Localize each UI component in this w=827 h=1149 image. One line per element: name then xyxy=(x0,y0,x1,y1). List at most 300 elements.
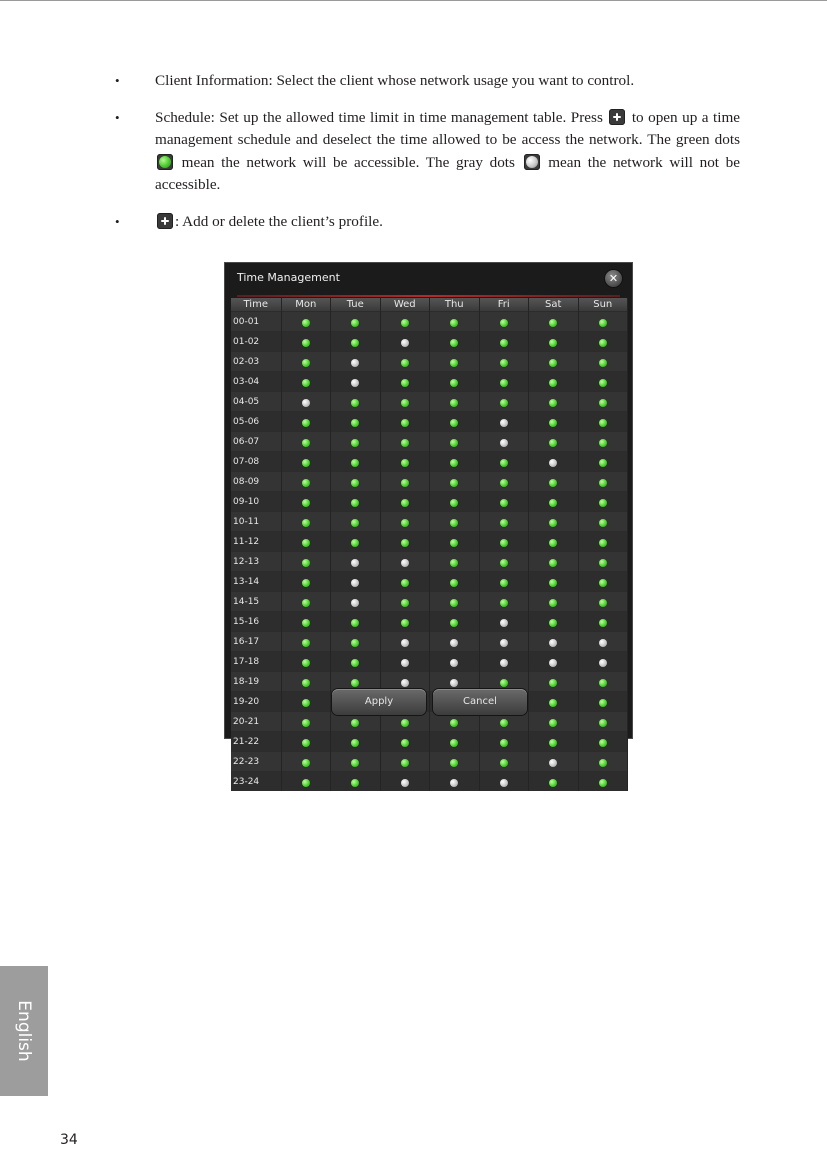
green-dot-icon[interactable] xyxy=(401,359,409,367)
schedule-cell xyxy=(529,652,579,672)
green-dot-icon[interactable] xyxy=(549,779,557,787)
green-dot-icon[interactable] xyxy=(599,579,607,587)
green-dot-icon[interactable] xyxy=(599,699,607,707)
schedule-cell xyxy=(529,352,579,372)
green-dot-icon[interactable] xyxy=(599,759,607,767)
schedule-cell xyxy=(430,312,480,332)
green-dot-icon[interactable] xyxy=(401,499,409,507)
green-dot-icon[interactable] xyxy=(599,619,607,627)
time-slot-label: 07-08 xyxy=(231,452,281,472)
gray-dot-icon[interactable] xyxy=(351,359,359,367)
green-dot-icon[interactable] xyxy=(302,639,310,647)
green-dot-icon[interactable] xyxy=(401,439,409,447)
green-dot-icon[interactable] xyxy=(549,739,557,747)
green-dot-icon[interactable] xyxy=(450,379,458,387)
schedule-cell xyxy=(380,752,430,772)
green-dot-icon[interactable] xyxy=(450,539,458,547)
bullet-text: mean the network will be accessible. The gray dots xyxy=(181,153,515,171)
schedule-cell xyxy=(380,352,430,372)
schedule-cell xyxy=(281,772,331,792)
schedule-cell xyxy=(529,572,579,592)
green-dot-icon[interactable] xyxy=(549,339,557,347)
gray-dot-icon[interactable] xyxy=(450,639,458,647)
schedule-cell xyxy=(281,572,331,592)
gray-dot-icon[interactable] xyxy=(302,399,310,407)
gray-dot-icon[interactable] xyxy=(401,559,409,567)
time-slot-label: 21-22 xyxy=(231,732,281,752)
column-header-sat: Sat xyxy=(529,298,579,312)
green-dot-icon[interactable] xyxy=(500,399,508,407)
schedule-cell xyxy=(529,512,579,532)
schedule-cell xyxy=(578,552,628,572)
green-dot-icon[interactable] xyxy=(599,459,607,467)
green-dot-icon[interactable] xyxy=(302,679,310,687)
green-dot-icon[interactable] xyxy=(549,419,557,427)
time-slot-label: 00-01 xyxy=(231,312,281,332)
time-slot-label: 06-07 xyxy=(231,432,281,452)
green-dot-icon[interactable] xyxy=(450,519,458,527)
time-slot-label: 20-21 xyxy=(231,712,281,732)
green-dot-icon[interactable] xyxy=(549,519,557,527)
schedule-cell xyxy=(578,592,628,612)
green-dot-icon[interactable] xyxy=(450,619,458,627)
green-dot-icon[interactable] xyxy=(500,379,508,387)
schedule-cell xyxy=(479,332,529,352)
green-dot-icon[interactable] xyxy=(351,659,359,667)
green-dot-icon[interactable] xyxy=(500,459,508,467)
schedule-cell xyxy=(380,532,430,552)
green-dot-icon[interactable] xyxy=(599,479,607,487)
schedule-cell xyxy=(430,392,480,412)
schedule-cell xyxy=(380,632,430,652)
green-dot-icon[interactable] xyxy=(500,359,508,367)
schedule-cell xyxy=(281,512,331,532)
schedule-cell xyxy=(479,512,529,532)
gray-dot-icon[interactable] xyxy=(401,679,409,687)
green-dot-icon[interactable] xyxy=(450,319,458,327)
schedule-cell xyxy=(380,312,430,332)
green-dot-icon[interactable] xyxy=(302,659,310,667)
schedule-cell xyxy=(430,372,480,392)
green-dot-icon[interactable] xyxy=(302,479,310,487)
green-dot-icon[interactable] xyxy=(599,359,607,367)
schedule-cell xyxy=(578,632,628,652)
green-dot-icon[interactable] xyxy=(302,739,310,747)
gray-dot-icon[interactable] xyxy=(599,639,607,647)
table-row xyxy=(231,472,628,492)
green-dot-icon[interactable] xyxy=(302,619,310,627)
schedule-cell xyxy=(281,612,331,632)
green-dot-icon[interactable] xyxy=(401,719,409,727)
schedule-cell xyxy=(479,552,529,572)
schedule-cell xyxy=(578,352,628,372)
schedule-cell xyxy=(281,592,331,612)
green-dot-icon[interactable] xyxy=(500,319,508,327)
schedule-cell xyxy=(281,652,331,672)
green-dot-icon[interactable] xyxy=(351,719,359,727)
green-dot-icon[interactable] xyxy=(302,539,310,547)
green-dot-icon[interactable] xyxy=(450,759,458,767)
green-dot-icon[interactable] xyxy=(401,579,409,587)
green-dot-icon[interactable] xyxy=(302,519,310,527)
time-slot-label: 10-11 xyxy=(231,512,281,532)
green-dot-icon[interactable] xyxy=(549,699,557,707)
schedule-cell xyxy=(529,612,579,632)
time-slot-label: 04-05 xyxy=(231,392,281,412)
green-dot-icon[interactable] xyxy=(549,679,557,687)
table-row xyxy=(231,672,628,692)
gray-dot-icon[interactable] xyxy=(401,659,409,667)
schedule-cell xyxy=(281,312,331,332)
plus-circle-icon xyxy=(609,109,625,125)
table-row xyxy=(231,352,628,372)
green-dot-icon[interactable] xyxy=(302,359,310,367)
green-dot-icon[interactable] xyxy=(401,379,409,387)
schedule-cell xyxy=(430,492,480,512)
green-dot-icon[interactable] xyxy=(549,559,557,567)
schedule-cell xyxy=(331,452,381,472)
green-dot-icon[interactable] xyxy=(599,679,607,687)
schedule-cell xyxy=(430,512,480,532)
green-dot-icon[interactable] xyxy=(401,419,409,427)
column-header-wed: Wed xyxy=(380,298,430,312)
green-dot-icon[interactable] xyxy=(549,319,557,327)
schedule-cell xyxy=(281,492,331,512)
green-dot-icon[interactable] xyxy=(302,579,310,587)
gray-dot-icon[interactable] xyxy=(351,579,359,587)
schedule-cell xyxy=(578,312,628,332)
green-dot-icon[interactable] xyxy=(351,519,359,527)
schedule-cell xyxy=(430,632,480,652)
schedule-cell xyxy=(479,732,529,752)
time-slot-label: 23-24 xyxy=(231,772,281,792)
column-header-time: Time xyxy=(231,298,281,312)
table-body xyxy=(231,312,628,792)
green-dot-icon[interactable] xyxy=(549,359,557,367)
table-row xyxy=(231,412,628,432)
green-dot-icon[interactable] xyxy=(500,519,508,527)
schedule-cell xyxy=(430,772,480,792)
green-dot-icon[interactable] xyxy=(599,319,607,327)
green-dot-icon[interactable] xyxy=(599,399,607,407)
green-dot-icon[interactable] xyxy=(302,459,310,467)
schedule-cell xyxy=(380,392,430,412)
green-dot-icon[interactable] xyxy=(401,479,409,487)
green-dot-icon[interactable] xyxy=(450,719,458,727)
schedule-cell xyxy=(430,532,480,552)
schedule-cell xyxy=(430,592,480,612)
schedule-cell xyxy=(331,332,381,352)
green-dot-icon[interactable] xyxy=(500,599,508,607)
green-dot-icon[interactable] xyxy=(599,379,607,387)
gray-dot-icon[interactable] xyxy=(500,419,508,427)
table-row xyxy=(231,512,628,532)
green-dot-icon[interactable] xyxy=(450,479,458,487)
green-dot-icon[interactable] xyxy=(351,439,359,447)
schedule-cell xyxy=(430,412,480,432)
schedule-cell xyxy=(281,752,331,772)
green-dot-icon[interactable] xyxy=(450,359,458,367)
schedule-cell xyxy=(578,692,628,712)
schedule-cell xyxy=(529,732,579,752)
time-slot-label: 16-17 xyxy=(231,632,281,652)
schedule-cell xyxy=(578,392,628,412)
green-dot-icon[interactable] xyxy=(450,459,458,467)
dialog-title: Time Management xyxy=(237,271,340,284)
time-slot-label: 09-10 xyxy=(231,492,281,512)
schedule-cell xyxy=(578,452,628,472)
bullet-add-delete xyxy=(115,211,740,234)
schedule-cell xyxy=(380,552,430,572)
green-dot-icon[interactable] xyxy=(599,779,607,787)
green-dot-icon[interactable] xyxy=(500,679,508,687)
table-row xyxy=(231,432,628,452)
column-header-sun: Sun xyxy=(578,298,628,312)
green-dot-icon[interactable] xyxy=(302,599,310,607)
schedule-cell xyxy=(578,332,628,352)
schedule-cell xyxy=(331,392,381,412)
table-row xyxy=(231,632,628,652)
gray-dot-icon[interactable] xyxy=(500,779,508,787)
close-icon[interactable]: ✕ xyxy=(605,270,622,287)
green-dot-icon[interactable] xyxy=(450,339,458,347)
schedule-cell xyxy=(529,672,579,692)
table-row xyxy=(231,372,628,392)
green-dot-icon[interactable] xyxy=(351,539,359,547)
time-slot-label: 11-12 xyxy=(231,532,281,552)
green-dot-icon[interactable] xyxy=(450,559,458,567)
bullet-marker: • xyxy=(115,213,120,229)
schedule-cell xyxy=(578,772,628,792)
schedule-cell xyxy=(430,572,480,592)
green-dot-icon[interactable] xyxy=(549,379,557,387)
schedule-cell xyxy=(380,652,430,672)
bullet-text: mean the network will not be accessible. xyxy=(155,153,740,194)
green-dot-icon[interactable] xyxy=(401,319,409,327)
gray-dot-icon[interactable] xyxy=(351,559,359,567)
green-dot-icon[interactable] xyxy=(351,679,359,687)
green-dot-icon[interactable] xyxy=(599,519,607,527)
green-dot-icon[interactable] xyxy=(302,699,310,707)
green-dot-icon[interactable] xyxy=(401,399,409,407)
green-dot-icon[interactable] xyxy=(450,739,458,747)
table-row xyxy=(231,752,628,772)
schedule-cell xyxy=(479,372,529,392)
green-dot-icon[interactable] xyxy=(599,739,607,747)
green-dot-icon[interactable] xyxy=(500,579,508,587)
green-dot-icon[interactable] xyxy=(599,599,607,607)
gray-dot-icon[interactable] xyxy=(450,659,458,667)
gray-dot-icon[interactable] xyxy=(549,759,557,767)
green-dot-icon[interactable] xyxy=(549,619,557,627)
schedule-cell xyxy=(430,552,480,572)
time-slot-label: 03-04 xyxy=(231,372,281,392)
schedule-cell xyxy=(281,552,331,572)
schedule-cell xyxy=(479,652,529,672)
green-dot-icon[interactable] xyxy=(351,499,359,507)
gray-dot-icon[interactable] xyxy=(401,779,409,787)
green-dot-icon[interactable] xyxy=(401,459,409,467)
green-dot-icon[interactable] xyxy=(450,399,458,407)
gray-dot-icon[interactable] xyxy=(500,619,508,627)
schedule-cell xyxy=(430,352,480,372)
green-dot-icon[interactable] xyxy=(599,439,607,447)
schedule-cell xyxy=(281,472,331,492)
green-dot-icon[interactable] xyxy=(450,599,458,607)
gray-dot-icon[interactable] xyxy=(401,639,409,647)
schedule-cell xyxy=(281,672,331,692)
green-dot-icon[interactable] xyxy=(401,599,409,607)
green-dot-icon[interactable] xyxy=(549,479,557,487)
green-dot-icon[interactable] xyxy=(302,759,310,767)
green-dot-icon[interactable] xyxy=(351,779,359,787)
green-dot-icon[interactable] xyxy=(599,719,607,727)
schedule-cell xyxy=(529,552,579,572)
green-dot-icon[interactable] xyxy=(500,739,508,747)
green-dot-icon[interactable] xyxy=(549,599,557,607)
green-dot-icon[interactable] xyxy=(500,499,508,507)
gray-dot-icon[interactable] xyxy=(599,659,607,667)
green-dot-icon[interactable] xyxy=(599,559,607,567)
green-dot-icon[interactable] xyxy=(401,519,409,527)
green-dot-icon[interactable] xyxy=(599,419,607,427)
schedule-cell xyxy=(331,312,381,332)
green-dot-icon[interactable] xyxy=(302,499,310,507)
schedule-cell xyxy=(578,532,628,552)
bullet-text: : Add or delete the client’s profile. xyxy=(175,212,383,230)
schedule-cell xyxy=(578,412,628,432)
green-dot-icon[interactable] xyxy=(302,559,310,567)
schedule-cell xyxy=(331,632,381,652)
apply-button[interactable]: Apply xyxy=(332,689,426,715)
green-dot-icon[interactable] xyxy=(500,759,508,767)
cancel-button[interactable]: Cancel xyxy=(433,689,527,715)
green-dot-icon[interactable] xyxy=(500,539,508,547)
schedule-cell xyxy=(529,632,579,652)
table-row xyxy=(231,712,628,732)
green-dot-icon[interactable] xyxy=(351,399,359,407)
green-dot-icon[interactable] xyxy=(401,539,409,547)
table-row xyxy=(231,732,628,752)
schedule-cell xyxy=(380,332,430,352)
bullet-client-information xyxy=(115,70,740,93)
green-dot-icon[interactable] xyxy=(302,779,310,787)
green-dot-icon[interactable] xyxy=(401,619,409,627)
schedule-cell xyxy=(479,772,529,792)
schedule-cell xyxy=(529,692,579,712)
schedule-cell xyxy=(578,372,628,392)
schedule-cell xyxy=(578,512,628,532)
schedule-cell xyxy=(578,652,628,672)
green-dot-icon[interactable] xyxy=(549,539,557,547)
green-dot-icon[interactable] xyxy=(351,319,359,327)
gray-dot-icon[interactable] xyxy=(549,639,557,647)
plus-circle-icon xyxy=(157,213,173,229)
schedule-cell xyxy=(578,612,628,632)
green-dot-icon[interactable] xyxy=(549,719,557,727)
green-dot-icon[interactable] xyxy=(450,419,458,427)
green-dot-icon[interactable] xyxy=(549,439,557,447)
schedule-cell xyxy=(529,532,579,552)
schedule-cell xyxy=(380,612,430,632)
green-dot-icon[interactable] xyxy=(500,559,508,567)
table-row xyxy=(231,532,628,552)
time-slot-label: 13-14 xyxy=(231,572,281,592)
gray-dot-icon[interactable] xyxy=(500,439,508,447)
green-dot-icon[interactable] xyxy=(500,479,508,487)
schedule-cell xyxy=(479,352,529,372)
column-header-mon: Mon xyxy=(281,298,331,312)
green-dot-icon[interactable] xyxy=(549,399,557,407)
green-dot-icon[interactable] xyxy=(302,439,310,447)
green-dot-icon[interactable] xyxy=(401,759,409,767)
time-slot-label: 14-15 xyxy=(231,592,281,612)
schedule-cell xyxy=(479,452,529,472)
schedule-cell xyxy=(380,772,430,792)
green-dot-icon[interactable] xyxy=(450,579,458,587)
green-dot-icon[interactable] xyxy=(599,339,607,347)
time-slot-label: 02-03 xyxy=(231,352,281,372)
green-dot-icon[interactable] xyxy=(599,499,607,507)
schedule-cell xyxy=(578,492,628,512)
green-dot-icon[interactable] xyxy=(351,339,359,347)
gray-dot-icon[interactable] xyxy=(500,659,508,667)
schedule-cell xyxy=(529,492,579,512)
green-dot-icon[interactable] xyxy=(302,719,310,727)
green-dot-icon[interactable] xyxy=(450,439,458,447)
green-dot-icon[interactable] xyxy=(351,459,359,467)
green-dot-icon[interactable] xyxy=(351,619,359,627)
schedule-cell xyxy=(380,432,430,452)
gray-dot-icon[interactable] xyxy=(401,339,409,347)
table-row xyxy=(231,392,628,412)
schedule-cell xyxy=(430,612,480,632)
table-row xyxy=(231,552,628,572)
green-dot-icon[interactable] xyxy=(401,739,409,747)
green-dot-icon[interactable] xyxy=(302,379,310,387)
green-dot-icon[interactable] xyxy=(302,319,310,327)
table-header xyxy=(231,298,628,312)
green-dot-icon[interactable] xyxy=(599,539,607,547)
green-dot-icon[interactable] xyxy=(351,759,359,767)
time-slot-label: 08-09 xyxy=(231,472,281,492)
schedule-cell xyxy=(529,592,579,612)
green-dot-icon[interactable] xyxy=(302,339,310,347)
gray-dot-icon[interactable] xyxy=(351,379,359,387)
green-dot-icon[interactable] xyxy=(500,339,508,347)
green-dot-icon[interactable] xyxy=(351,419,359,427)
schedule-cell xyxy=(529,332,579,352)
gray-dot-icon[interactable] xyxy=(500,639,508,647)
gray-dot-icon[interactable] xyxy=(450,779,458,787)
schedule-cell xyxy=(281,412,331,432)
schedule-cell xyxy=(380,472,430,492)
table-row xyxy=(231,312,628,332)
green-dot-icon[interactable] xyxy=(351,479,359,487)
gray-dot-icon[interactable] xyxy=(450,679,458,687)
green-dot-icon[interactable] xyxy=(500,719,508,727)
gray-dot-icon[interactable] xyxy=(351,599,359,607)
green-dot-icon[interactable] xyxy=(351,739,359,747)
gray-dot-icon[interactable] xyxy=(549,659,557,667)
gray-dot-icon[interactable] xyxy=(549,459,557,467)
green-dot-icon[interactable] xyxy=(450,499,458,507)
green-dot-icon[interactable] xyxy=(549,499,557,507)
column-header-thu: Thu xyxy=(430,298,480,312)
green-dot-icon[interactable] xyxy=(549,579,557,587)
green-dot-icon[interactable] xyxy=(302,419,310,427)
green-dot-icon[interactable] xyxy=(351,639,359,647)
